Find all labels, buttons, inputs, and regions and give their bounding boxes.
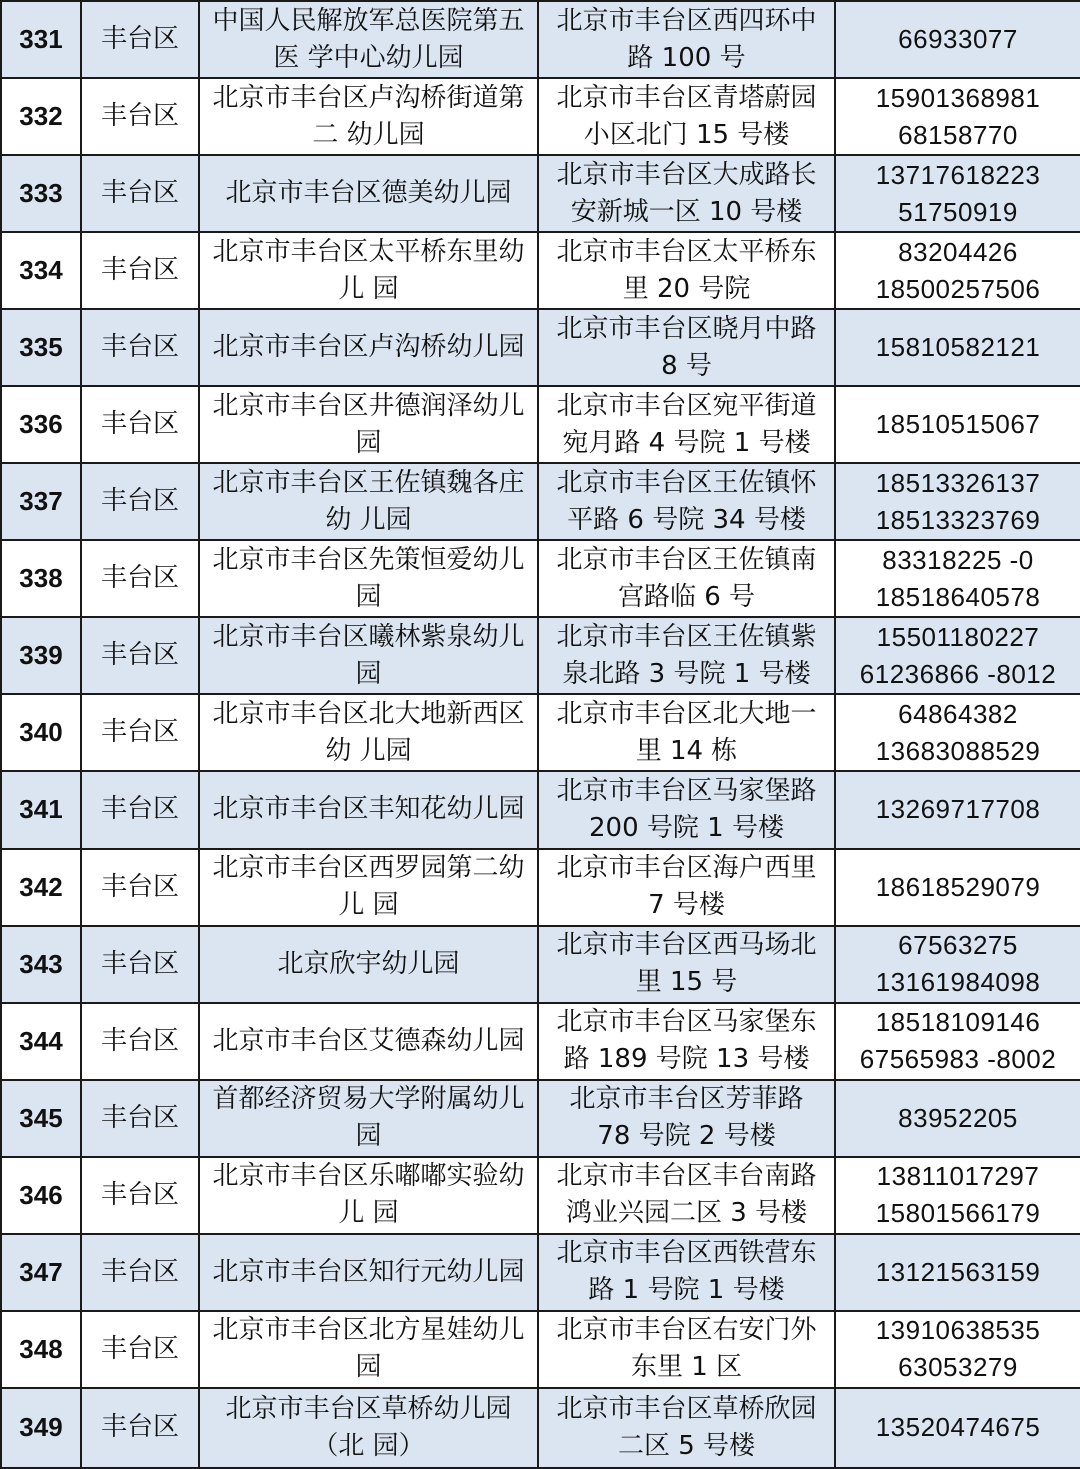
address-cell <box>538 1080 835 1157</box>
kindergarten-name-cell-line: 儿 园 <box>338 273 399 304</box>
district-cell: 丰台区 <box>81 463 199 540</box>
address-cell-line: 里 20 号院 <box>622 273 751 304</box>
table-row <box>1 1 1080 78</box>
phone-cell <box>835 771 1080 848</box>
kindergarten-name-cell-line: 园 <box>355 427 382 458</box>
address-cell <box>538 1003 835 1080</box>
kindergarten-name-cell-line: 北京市丰台区北大地新西区 <box>212 698 525 729</box>
kindergarten-name-cell-line: 二 幼儿园 <box>312 119 425 150</box>
phone-cell-line: 18513326137 <box>875 467 1041 498</box>
phone-cell-line: 15810582121 <box>875 332 1041 363</box>
phone-cell-line: 61236866 -8012 <box>859 658 1057 689</box>
district-cell: 丰台区 <box>81 1311 199 1388</box>
phone-cell <box>835 1388 1080 1468</box>
kindergarten-name-cell-line: 幼 儿园 <box>325 504 412 535</box>
district-cell: 丰台区 <box>81 386 199 463</box>
phone-cell-line: 13161984098 <box>875 967 1041 998</box>
kindergarten-name-cell-line: 北京市丰台区卢沟桥街道第 <box>212 82 525 113</box>
phone-cell-line: 67565983 -8002 <box>859 1044 1057 1075</box>
phone-cell <box>835 1311 1080 1388</box>
kindergarten-name-cell-line: 北京市丰台区太平桥东里幼 <box>212 236 525 267</box>
table-row <box>1 309 1080 386</box>
address-cell-line: 北京市丰台区北大地一 <box>556 698 817 729</box>
phone-cell <box>835 617 1080 694</box>
kindergarten-name-cell-line: 北京市丰台区王佐镇魏各庄 <box>212 467 525 498</box>
address-cell-line: 北京市丰台区海户西里 <box>556 853 817 884</box>
kindergarten-name-cell-line: 北京欣宇幼儿园 <box>277 948 460 979</box>
row-number: 347 <box>1 1234 81 1311</box>
kindergarten-name-cell <box>199 1311 538 1388</box>
kindergarten-name-cell-line: 北京市丰台区乐嘟嘟实验幼 <box>212 1161 525 1192</box>
address-cell-line: 里 14 栋 <box>635 735 738 766</box>
row-number: 333 <box>1 155 81 232</box>
row-number: 345 <box>1 1080 81 1157</box>
row-number: 331 <box>1 1 81 78</box>
address-cell-line: 宛月路 4 号院 1 号楼 <box>562 427 811 458</box>
table-row <box>1 232 1080 309</box>
phone-cell-line: 13717618223 <box>875 159 1041 190</box>
address-cell <box>538 1234 835 1311</box>
kindergarten-name-cell-line: 北京市丰台区知行元幼儿园 <box>212 1256 525 1287</box>
address-cell-line: 北京市丰台区青塔蔚园 <box>556 82 817 113</box>
kindergarten-name-cell-line: 北京市丰台区曦林紫泉幼儿 <box>212 621 525 652</box>
district-cell: 丰台区 <box>81 849 199 926</box>
row-number: 336 <box>1 386 81 463</box>
phone-cell-line: 13910638535 <box>875 1315 1041 1346</box>
kindergarten-name-cell <box>199 540 538 617</box>
district-cell: 丰台区 <box>81 694 199 771</box>
address-cell-line: 北京市丰台区西马场北 <box>556 930 817 961</box>
table-row <box>1 540 1080 617</box>
phone-cell <box>835 694 1080 771</box>
phone-cell-line: 67563275 <box>898 930 1018 961</box>
table-row <box>1 617 1080 694</box>
phone-cell <box>835 1 1080 78</box>
address-cell-line: 安新城一区 10 号楼 <box>570 196 803 227</box>
kindergarten-name-cell-line: 北京市丰台区丰知花幼儿园 <box>212 794 525 825</box>
phone-cell-line: 13520474675 <box>875 1412 1041 1443</box>
table-row <box>1 1080 1080 1157</box>
address-cell-line: 宫路临 6 号 <box>617 581 756 612</box>
address-cell <box>538 1 835 78</box>
phone-cell <box>835 849 1080 926</box>
phone-cell <box>835 463 1080 540</box>
phone-cell-line: 83318225 -0 <box>882 544 1034 575</box>
district-cell: 丰台区 <box>81 540 199 617</box>
address-cell <box>538 386 835 463</box>
kindergarten-name-cell-line: 园 <box>355 1121 382 1152</box>
table-row <box>1 1388 1080 1468</box>
row-number: 344 <box>1 1003 81 1080</box>
kindergarten-name-cell <box>199 849 538 926</box>
phone-cell <box>835 926 1080 1003</box>
phone-cell-line: 15801566179 <box>875 1198 1041 1229</box>
address-cell <box>538 1311 835 1388</box>
district-cell: 丰台区 <box>81 1003 199 1080</box>
address-cell-line: 78 号院 2 号楼 <box>597 1121 776 1152</box>
district-cell: 丰台区 <box>81 1 199 78</box>
row-number: 342 <box>1 849 81 926</box>
district-cell: 丰台区 <box>81 1234 199 1311</box>
phone-cell <box>835 1234 1080 1311</box>
phone-cell <box>835 1003 1080 1080</box>
kindergarten-name-cell <box>199 1157 538 1234</box>
kindergarten-name-cell-line: 北京市丰台区西罗园第二幼 <box>212 853 525 884</box>
address-cell-line: 路 100 号 <box>627 42 746 73</box>
table-body <box>1 1 1080 1468</box>
table-row <box>1 1003 1080 1080</box>
district-cell: 丰台区 <box>81 155 199 232</box>
district-cell: 丰台区 <box>81 309 199 386</box>
kindergarten-name-cell-line: 北京市丰台区先策恒爱幼儿 <box>212 544 525 575</box>
phone-cell-line: 13269717708 <box>875 794 1041 825</box>
address-cell-line: 北京市丰台区西铁营东 <box>556 1238 817 1269</box>
district-cell: 丰台区 <box>81 617 199 694</box>
phone-cell-line: 13121563159 <box>875 1256 1041 1287</box>
table-row <box>1 849 1080 926</box>
kindergarten-name-cell <box>199 386 538 463</box>
kindergarten-name-cell <box>199 926 538 1003</box>
district-cell: 丰台区 <box>81 1080 199 1157</box>
phone-cell-line: 68158770 <box>898 119 1018 150</box>
kindergarten-name-cell-line: 儿 园 <box>338 1198 399 1229</box>
kindergarten-name-cell-line: 北京市丰台区井德润泽幼儿 <box>212 390 525 421</box>
kindergarten-name-cell <box>199 232 538 309</box>
kindergarten-name-cell <box>199 309 538 386</box>
address-cell-line: 北京市丰台区晓月中路 <box>556 313 817 344</box>
address-cell-line: 平路 6 号院 34 号楼 <box>567 504 806 535</box>
phone-cell <box>835 155 1080 232</box>
phone-cell-line: 13811017297 <box>876 1161 1040 1192</box>
address-cell-line: 北京市丰台区王佐镇南 <box>556 544 817 575</box>
table-row <box>1 771 1080 848</box>
kindergarten-name-cell-line: 园 <box>355 1352 382 1383</box>
kindergarten-name-cell-line: 北京市丰台区艾德森幼儿园 <box>212 1025 525 1056</box>
row-number: 340 <box>1 694 81 771</box>
district-cell: 丰台区 <box>81 926 199 1003</box>
kindergarten-name-cell-line: 幼 儿园 <box>325 735 412 766</box>
address-cell-line: 北京市丰台区丰台南路 <box>556 1161 817 1192</box>
address-cell <box>538 694 835 771</box>
phone-cell <box>835 232 1080 309</box>
phone-cell-line: 83952205 <box>898 1102 1018 1133</box>
row-number: 332 <box>1 78 81 155</box>
kindergarten-name-cell <box>199 694 538 771</box>
address-cell <box>538 463 835 540</box>
address-cell-line: 北京市丰台区右安门外 <box>556 1315 817 1346</box>
address-cell-line: 北京市丰台区大成路长 <box>556 159 817 190</box>
address-cell-line: 7 号楼 <box>648 890 725 921</box>
address-cell-line: 北京市丰台区西四环中 <box>556 5 817 36</box>
table-row <box>1 926 1080 1003</box>
kindergarten-name-cell <box>199 78 538 155</box>
phone-cell-line: 64864382 <box>898 698 1018 729</box>
address-cell <box>538 78 835 155</box>
address-cell <box>538 617 835 694</box>
kindergarten-name-cell <box>199 1080 538 1157</box>
row-number: 349 <box>1 1388 81 1468</box>
address-cell-line: 里 15 号 <box>635 967 738 998</box>
table-row <box>1 78 1080 155</box>
row-number: 338 <box>1 540 81 617</box>
phone-cell <box>835 386 1080 463</box>
address-cell-line: 北京市丰台区马家堡路 <box>556 775 817 806</box>
row-number: 334 <box>1 232 81 309</box>
kindergarten-name-cell-line: 园 <box>355 581 382 612</box>
address-cell <box>538 232 835 309</box>
address-cell-line: 北京市丰台区王佐镇紫 <box>556 621 817 652</box>
address-cell-line: 东里 1 区 <box>630 1352 743 1383</box>
district-cell: 丰台区 <box>81 1157 199 1234</box>
phone-cell-line: 51750919 <box>898 196 1018 227</box>
phone-cell-line: 18518109146 <box>875 1007 1041 1038</box>
address-cell-line: 200 号院 1 号楼 <box>589 812 784 843</box>
kindergarten-name-cell-line: 中国人民解放军总医院第五 <box>212 5 525 36</box>
kindergarten-name-cell-line: 北京市丰台区北方星娃幼儿 <box>212 1315 525 1346</box>
kindergarten-name-cell-line: 医 学中心幼儿园 <box>273 42 464 73</box>
address-cell-line: 北京市丰台区草桥欣园 <box>556 1393 817 1424</box>
address-cell-line: 北京市丰台区马家堡东 <box>556 1007 817 1038</box>
row-number: 337 <box>1 463 81 540</box>
kindergarten-name-cell <box>199 1 538 78</box>
phone-cell-line: 66933077 <box>898 24 1018 55</box>
kindergarten-name-cell <box>199 1234 538 1311</box>
phone-cell-line: 13683088529 <box>875 735 1041 766</box>
address-cell-line: 路 1 号院 1 号楼 <box>588 1275 785 1306</box>
phone-cell-line: 18513323769 <box>875 504 1041 535</box>
row-number: 348 <box>1 1311 81 1388</box>
phone-cell-line: 18618529079 <box>875 871 1041 902</box>
address-cell-line: 8 号 <box>661 350 712 381</box>
address-cell <box>538 926 835 1003</box>
address-cell <box>538 309 835 386</box>
address-cell-line: 北京市丰台区芳菲路 <box>569 1084 804 1115</box>
district-cell: 丰台区 <box>81 78 199 155</box>
table-row <box>1 463 1080 540</box>
kindergarten-name-cell <box>199 617 538 694</box>
kindergarten-name-cell-line: 北京市丰台区草桥幼儿园 <box>225 1393 512 1424</box>
address-cell-line: 北京市丰台区王佐镇怀 <box>556 467 817 498</box>
address-cell <box>538 1388 835 1468</box>
address-cell <box>538 155 835 232</box>
kindergarten-name-cell-line: 儿 园 <box>338 890 399 921</box>
kindergarten-name-cell-line: 首都经济贸易大学附属幼儿 <box>212 1084 525 1115</box>
address-cell-line: 北京市丰台区宛平街道 <box>556 390 817 421</box>
phone-cell-line: 18518640578 <box>875 581 1041 612</box>
address-cell-line: 路 189 号院 13 号楼 <box>563 1044 810 1075</box>
kindergarten-name-cell <box>199 1003 538 1080</box>
table-row <box>1 1311 1080 1388</box>
phone-cell-line: 18500257506 <box>875 273 1041 304</box>
address-cell <box>538 540 835 617</box>
phone-cell-line: 18510515067 <box>875 409 1041 440</box>
address-cell-line: 北京市丰台区太平桥东 <box>556 236 817 267</box>
district-cell: 丰台区 <box>81 1388 199 1468</box>
address-cell <box>538 849 835 926</box>
phone-cell-line: 83204426 <box>898 236 1018 267</box>
row-number: 343 <box>1 926 81 1003</box>
kindergarten-name-cell-line: （北 园） <box>312 1430 425 1461</box>
phone-cell <box>835 78 1080 155</box>
phone-cell-line: 15501180227 <box>876 621 1040 652</box>
address-cell-line: 小区北门 15 号楼 <box>583 119 790 150</box>
address-cell-line: 二区 5 号楼 <box>617 1430 756 1461</box>
kindergarten-name-cell-line: 园 <box>355 658 382 689</box>
row-number: 335 <box>1 309 81 386</box>
kindergarten-name-cell <box>199 771 538 848</box>
table-row <box>1 386 1080 463</box>
phone-cell-line: 15901368981 <box>875 82 1041 113</box>
address-cell <box>538 1157 835 1234</box>
row-number: 339 <box>1 617 81 694</box>
phone-cell-line: 63053279 <box>898 1352 1018 1383</box>
kindergarten-name-cell <box>199 1388 538 1468</box>
phone-cell <box>835 309 1080 386</box>
table-row <box>1 1234 1080 1311</box>
table-row <box>1 1157 1080 1234</box>
kindergarten-name-cell-line: 北京市丰台区卢沟桥幼儿园 <box>212 332 525 363</box>
table-row <box>1 155 1080 232</box>
phone-cell <box>835 1157 1080 1234</box>
kindergarten-name-cell <box>199 155 538 232</box>
phone-cell <box>835 540 1080 617</box>
address-cell <box>538 771 835 848</box>
phone-cell <box>835 1080 1080 1157</box>
kindergarten-name-cell <box>199 463 538 540</box>
address-cell-line: 泉北路 3 号院 1 号楼 <box>562 658 811 689</box>
district-cell: 丰台区 <box>81 232 199 309</box>
district-cell: 丰台区 <box>81 771 199 848</box>
table-row <box>1 694 1080 771</box>
kindergarten-name-cell-line: 北京市丰台区德美幼儿园 <box>225 178 512 209</box>
row-number: 346 <box>1 1157 81 1234</box>
row-number: 341 <box>1 771 81 848</box>
address-cell-line: 鸿业兴园二区 3 号楼 <box>565 1198 808 1229</box>
